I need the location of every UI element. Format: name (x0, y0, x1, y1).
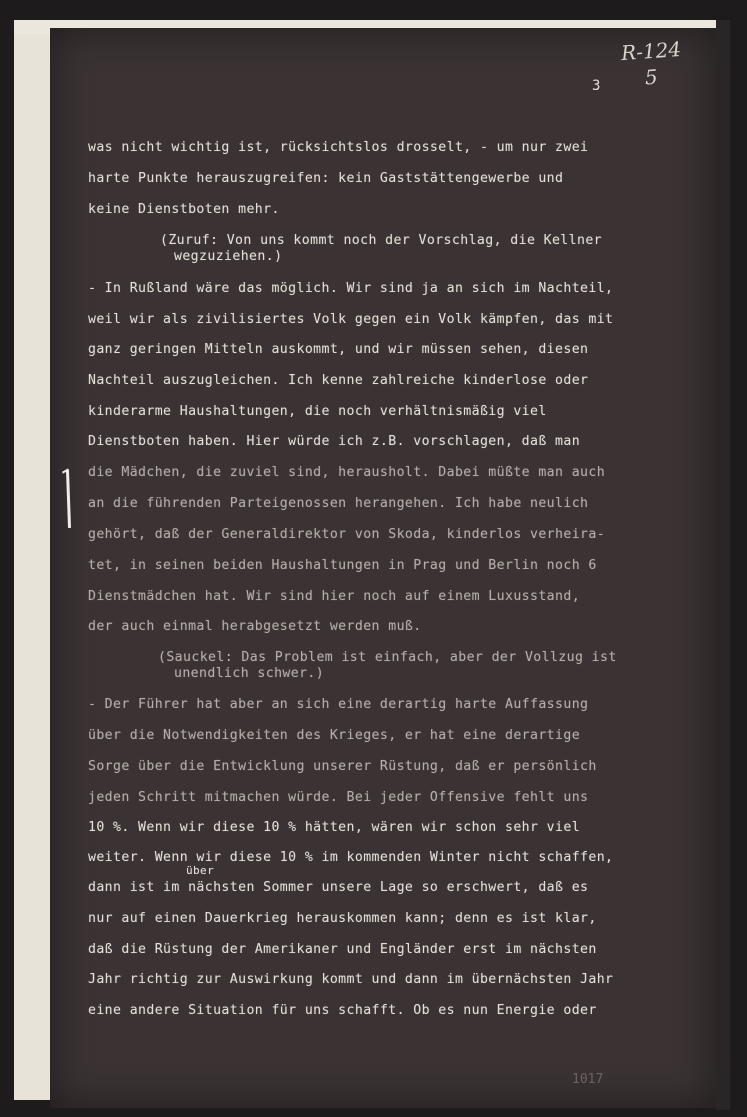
text-line: wegzuziehen.) (174, 249, 283, 264)
text-line: Dienstboten haben. Hier würde ich z.B. vorschlagen, daß man (88, 434, 581, 449)
text-line: Dienstmädchen hat. Wir sind hier noch auf einem Luxusstand, (88, 589, 581, 604)
text-line: (Sauckel: Das Problem ist einfach, aber der Vollzug ist (158, 650, 617, 665)
paper-right-edge (716, 20, 730, 1110)
text-line: Sorge über die Entwicklung unserer Rüstung, daß er persönlich (88, 759, 597, 774)
text-line: - In Rußland wäre das möglich. Wir sind ja an sich im Nachteil, (88, 281, 614, 296)
text-line: harte Punkte herauszugreifen: kein Gaststättengewerbe und (88, 171, 564, 186)
text-line: - Der Führer hat aber an sich eine derartig harte Auffassung (88, 697, 589, 712)
text-line: an die führenden Parteigenossen herangehen. Ich habe neulich (88, 496, 589, 511)
archive-mark-line2: 5 (644, 64, 659, 90)
text-line: die Mädchen, die zuviel sind, herausholt. Dabei müßte man auch (88, 465, 606, 480)
text-line: gehört, daß der Generaldirektor von Skoda, kinderlos verheira- (88, 527, 606, 542)
text-line: nur auf einen Dauerkrieg herauskommen kann; denn es ist klar, (88, 911, 597, 926)
text-line: tet, in seinen beiden Haushaltungen in Prag und Berlin noch 6 (88, 558, 597, 573)
archive-handwritten-mark (620, 36, 683, 92)
text-line: über die Notwendigkeiten des Krieges, er hat eine derartige (88, 728, 581, 743)
text-line: der auch einmal herabgesetzt werden muß. (88, 619, 422, 634)
text-line: Jahr richtig zur Auswirkung kommt und dann im übernächsten Jahr (88, 972, 614, 987)
page-number: 3 (592, 78, 601, 94)
handwritten-insert: über (186, 864, 215, 877)
footer-stamp-number: 1017 (572, 1072, 604, 1087)
text-line: keine Dienstboten mehr. (88, 202, 280, 217)
text-line: jeden Schritt mitmachen würde. Bei jeder Offensive fehlt uns (88, 790, 589, 805)
text-line: unendlich schwer.) (174, 666, 325, 681)
text-line: weiter. Wenn wir diese 10 % im kommenden Winter nicht schaffen, (88, 850, 614, 865)
text-line: 10 %. Wenn wir diese 10 % hätten, wären wir schon sehr viel (88, 820, 581, 835)
text-line: was nicht wichtig ist, rücksichtslos drosselt, - um nur zwei (88, 140, 589, 155)
text-line: dann ist im nächsten Sommer unsere Lage so erschwert, daß es (88, 880, 589, 895)
text-line: ganz geringen Mitteln auskommt, und wir müssen sehen, diesen (88, 342, 589, 357)
text-line: kinderarme Haushaltungen, die noch verhältnismäßig viel (88, 404, 547, 419)
text-line: daß die Rüstung der Amerikaner und Engländer erst im nächsten (88, 942, 597, 957)
text-line: Nachteil auszugleichen. Ich kenne zahlreiche kinderlose oder (88, 373, 589, 388)
text-line: weil wir als zivilisiertes Volk gegen ein Volk kämpfen, das mit (88, 312, 614, 327)
archive-mark-line1: R-124 (620, 36, 682, 66)
text-line: eine andere Situation für uns schafft. Ob es nun Energie oder (88, 1003, 597, 1018)
text-line: (Zuruf: Von uns kommt noch der Vorschlag, die Kellner (160, 233, 602, 248)
